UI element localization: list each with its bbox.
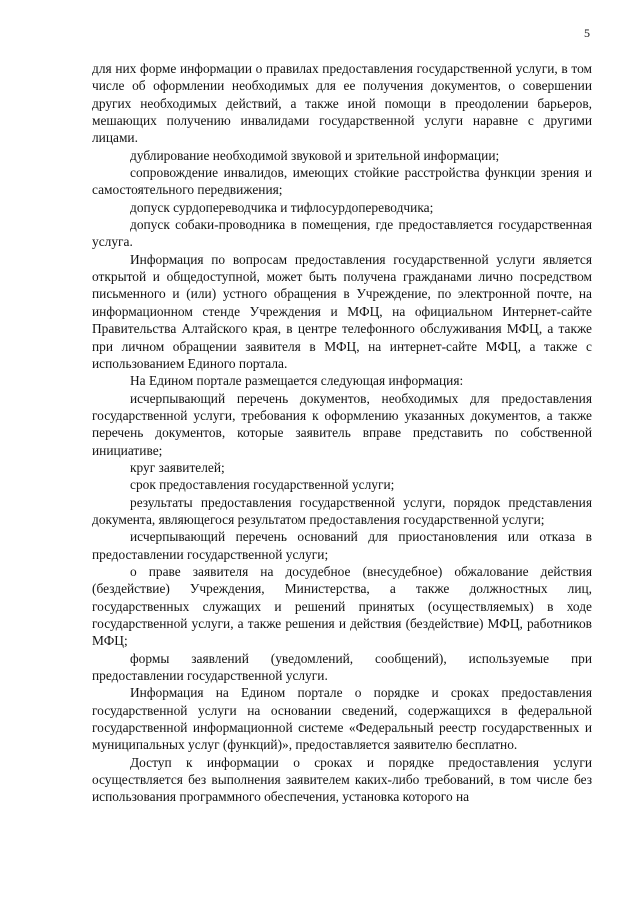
- paragraph-15: Доступ к информации о сроках и порядке предоставления услуги осуществляется без выполнения заявителем каких-либо требований, в том числе без использования программного обеспечения, установка которого на: [92, 754, 592, 805]
- paragraph-1: дублирование необходимой звуковой и зрительной информации;: [130, 147, 500, 163]
- paragraph-6: На Едином портале размещается следующая информация:: [130, 373, 464, 389]
- paragraph-4: допуск собаки-проводника в помещения, где предоставляется государственная услуга.: [92, 217, 592, 250]
- paragraph-12: о праве заявителя на досудебное (внесудебное) обжалование действия (бездействие) Учреждения, Министерства, а также должностных лиц, государственных служащих и решений принятых (осуществляемых) в ходе государственной услуги, а также решения и действия (бездействие) МФЦ, работников МФЦ;: [92, 563, 592, 649]
- paragraph-13: формы заявлений (уведомлений, сообщений), используемые при предоставлении государственной услуги.: [92, 650, 592, 684]
- paragraph-9: срок предоставления государственной услуги;: [130, 477, 395, 493]
- paragraph-11: исчерпывающий перечень оснований для приостановления или отказа в предоставлении государственной услуги;: [92, 529, 592, 562]
- page-number: 5: [584, 26, 590, 40]
- paragraph-8: круг заявителей;: [130, 459, 225, 475]
- paragraph-0: для них форме информации о правилах предоставления государственной услуги, в том числе об оформлении необходимых для ее получения документов, о совершении других необходимых действий, а также иной помощи в преодолении барьеров, мешающих получению инвалидами государственной услуги наравне с другими лицами.: [92, 61, 592, 146]
- paragraph-3: допуск сурдопереводчика и тифлосурдопереводчика;: [130, 199, 434, 215]
- paragraph-7: исчерпывающий перечень документов, необходимых для предоставления государственной услуги, требования к оформлению указанных документов, а также перечень документов, которые заявитель вправе представить по собственной инициативе;: [92, 390, 592, 458]
- paragraph-10: результаты предоставления государственной услуги, порядок представления документа, являющегося результатом предоставления государственной услуги;: [92, 494, 592, 527]
- paragraph-14: Информация на Едином портале о порядке и сроках предоставления государственной услуги на основании сведений, содержащихся в федеральной государственной информационной системе «Федеральный реестр государственных и муниципальных услуг (функций)», предоставляется заявителю бесплатно.: [92, 685, 592, 753]
- body-text: [92, 60, 592, 806]
- paragraph-2: сопровождение инвалидов, имеющих стойкие расстройства функции зрения и самостоятельного передвижения;: [92, 165, 592, 198]
- paragraph-5: Информация по вопросам предоставления государственной услуги является открытой и общедоступной, может быть получена гражданами лично посредством письменного и (или) устного обращения в Учреждение, по электронной почте, на информационном стенде Учреждения и МФЦ, на официальном Интернет-сайте Правительства Алтайского края, в центре телефонного обслуживания МФЦ, а также при личном обращении заявителя в МФЦ, на интернет-сайте МФЦ, а также с использованием Единого портала.: [92, 251, 592, 371]
